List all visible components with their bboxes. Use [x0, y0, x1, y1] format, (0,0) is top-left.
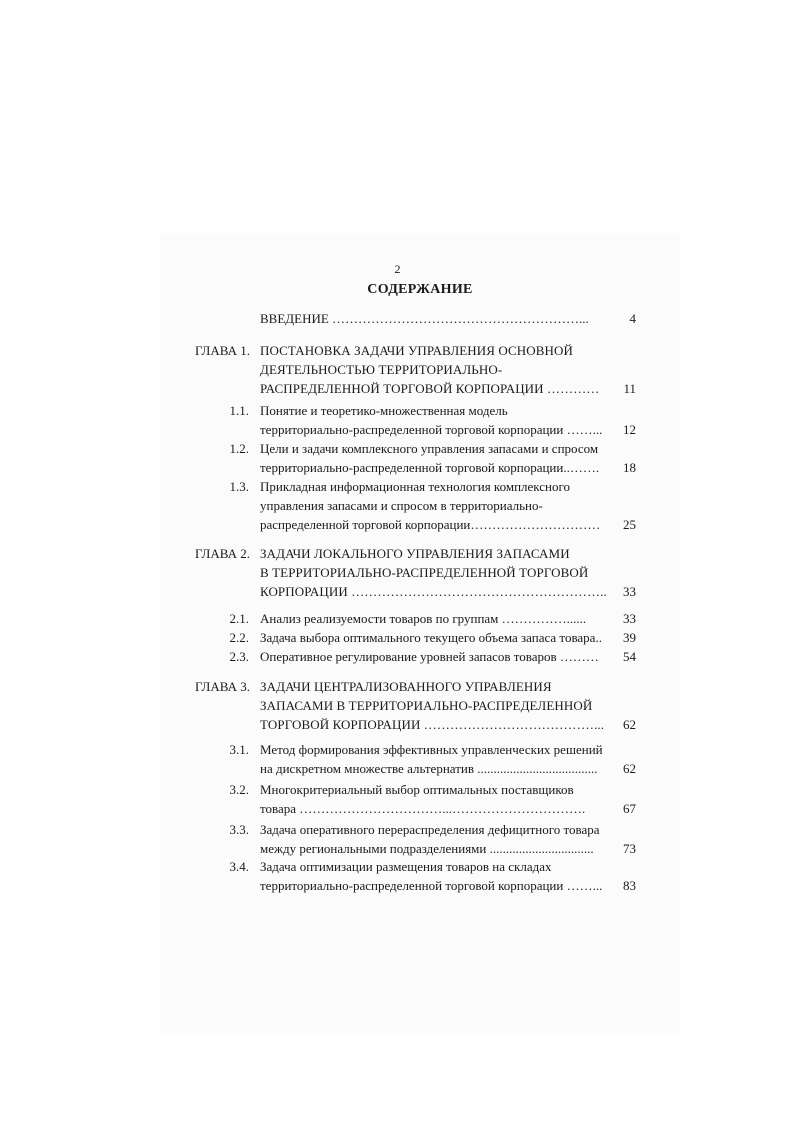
entry-title-line: Цели и задачи комплексного управления запасами и спросом: [260, 441, 599, 456]
entry-title-line: ЗАДАЧИ ЛОКАЛЬНОГО УПРАВЛЕНИЯ ЗАПАСАМИ: [260, 546, 570, 561]
entry-title-line: территориально-распределенной торговой корпорации ……...: [260, 422, 603, 437]
page-reference: 83: [623, 878, 636, 893]
entry-title-line: КОРПОРАЦИИ …………………………………………………..: [260, 584, 607, 599]
entry-title-line: ЗАДАЧИ ЦЕНТРАЛИЗОВАННОГО УПРАВЛЕНИЯ: [260, 679, 552, 694]
chapter-label: ГЛАВА 1.: [195, 343, 250, 358]
section-number: 3.4.: [229, 859, 249, 874]
page-number: 2: [394, 262, 401, 276]
page-reference: 4: [629, 311, 636, 326]
page-reference: 54: [623, 649, 636, 664]
entry-title-line: Понятие и теоретико-множественная модель: [260, 403, 508, 418]
page-reference: 25: [623, 517, 636, 532]
entry-title-line: распределенной торговой корпорации…………………………: [260, 517, 601, 532]
entry-title-line: между региональными подразделениями ................................: [260, 841, 594, 856]
page-reference: 18: [623, 460, 636, 475]
entry-title-line: товара ……………………………...………………………….: [260, 801, 586, 816]
page-reference: 73: [623, 841, 636, 856]
entry-title-line: Прикладная информационная технология комплексного: [260, 479, 571, 494]
page-reference: 33: [623, 611, 636, 626]
entry-title-line: Анализ реализуемости товаров по группам ……………......: [260, 611, 587, 626]
entry-title-line: территориально-распределенной торговой корпорации..…….: [260, 460, 600, 475]
toc-title: СОДЕРЖАНИЕ: [367, 282, 473, 297]
section-number: 3.3.: [229, 822, 249, 837]
section-number: 2.2.: [229, 630, 249, 645]
section-number: 1.1.: [229, 403, 249, 418]
page-reference: 39: [623, 630, 636, 645]
entry-title-line: ПОСТАНОВКА ЗАДАЧИ УПРАВЛЕНИЯ ОСНОВНОЙ: [260, 343, 574, 358]
section-number: 1.2.: [229, 441, 249, 456]
entry-title-line: В ТЕРРИТОРИАЛЬНО-РАСПРЕДЕЛЕННОЙ ТОРГОВОЙ: [260, 565, 589, 580]
page-reference: 62: [623, 717, 636, 732]
entry-title-line: Оперативное регулирование уровней запасов товаров ………: [260, 649, 599, 664]
entry-title-line: территориально-распределенной торговой корпорации ……...: [260, 878, 603, 893]
page-reference: 33: [623, 584, 636, 599]
entry-title-line: ЗАПАСАМИ В ТЕРРИТОРИАЛЬНО-РАСПРЕДЕЛЕННОЙ: [260, 698, 593, 713]
page-reference: 62: [623, 761, 636, 776]
chapter-label: ГЛАВА 3.: [195, 679, 250, 694]
section-number: 3.1.: [229, 742, 249, 757]
entry-title-line: Многокритериальный выбор оптимальных поставщиков: [260, 782, 574, 797]
entry-title-line: Метод формирования эффективных управленческих решений: [260, 742, 603, 757]
page-reference: 67: [623, 801, 636, 816]
entry-title-line: ВВЕДЕНИЕ …………………………………………………...: [260, 311, 589, 326]
entry-title-line: Задача выбора оптимального текущего объема запаса товара..: [260, 630, 602, 645]
entry-title-line: Задача оптимизации размещения товаров на складах: [260, 859, 552, 874]
entry-title-line: ДЕЯТЕЛЬНОСТЬЮ ТЕРРИТОРИАЛЬНО-: [260, 362, 503, 377]
entry-title-line: на дискретном множестве альтернатив .....................................: [260, 761, 598, 776]
page-reference: 12: [623, 422, 636, 437]
chapter-label: ГЛАВА 2.: [195, 546, 250, 561]
page-reference: 11: [623, 381, 636, 396]
section-number: 3.2.: [229, 782, 249, 797]
section-number: 2.1.: [229, 611, 249, 626]
entry-title-line: РАСПРЕДЕЛЕННОЙ ТОРГОВОЙ КОРПОРАЦИИ …………: [260, 381, 600, 396]
section-number: 1.3.: [229, 479, 249, 494]
section-number: 2.3.: [229, 649, 249, 664]
entry-title-line: ТОРГОВОЙ КОРПОРАЦИИ …………………………………...: [260, 717, 605, 732]
entry-title-line: Задача оперативного перераспределения дефицитного товара: [260, 822, 600, 837]
entry-title-line: управления запасами и спросом в территориально-: [260, 498, 543, 513]
